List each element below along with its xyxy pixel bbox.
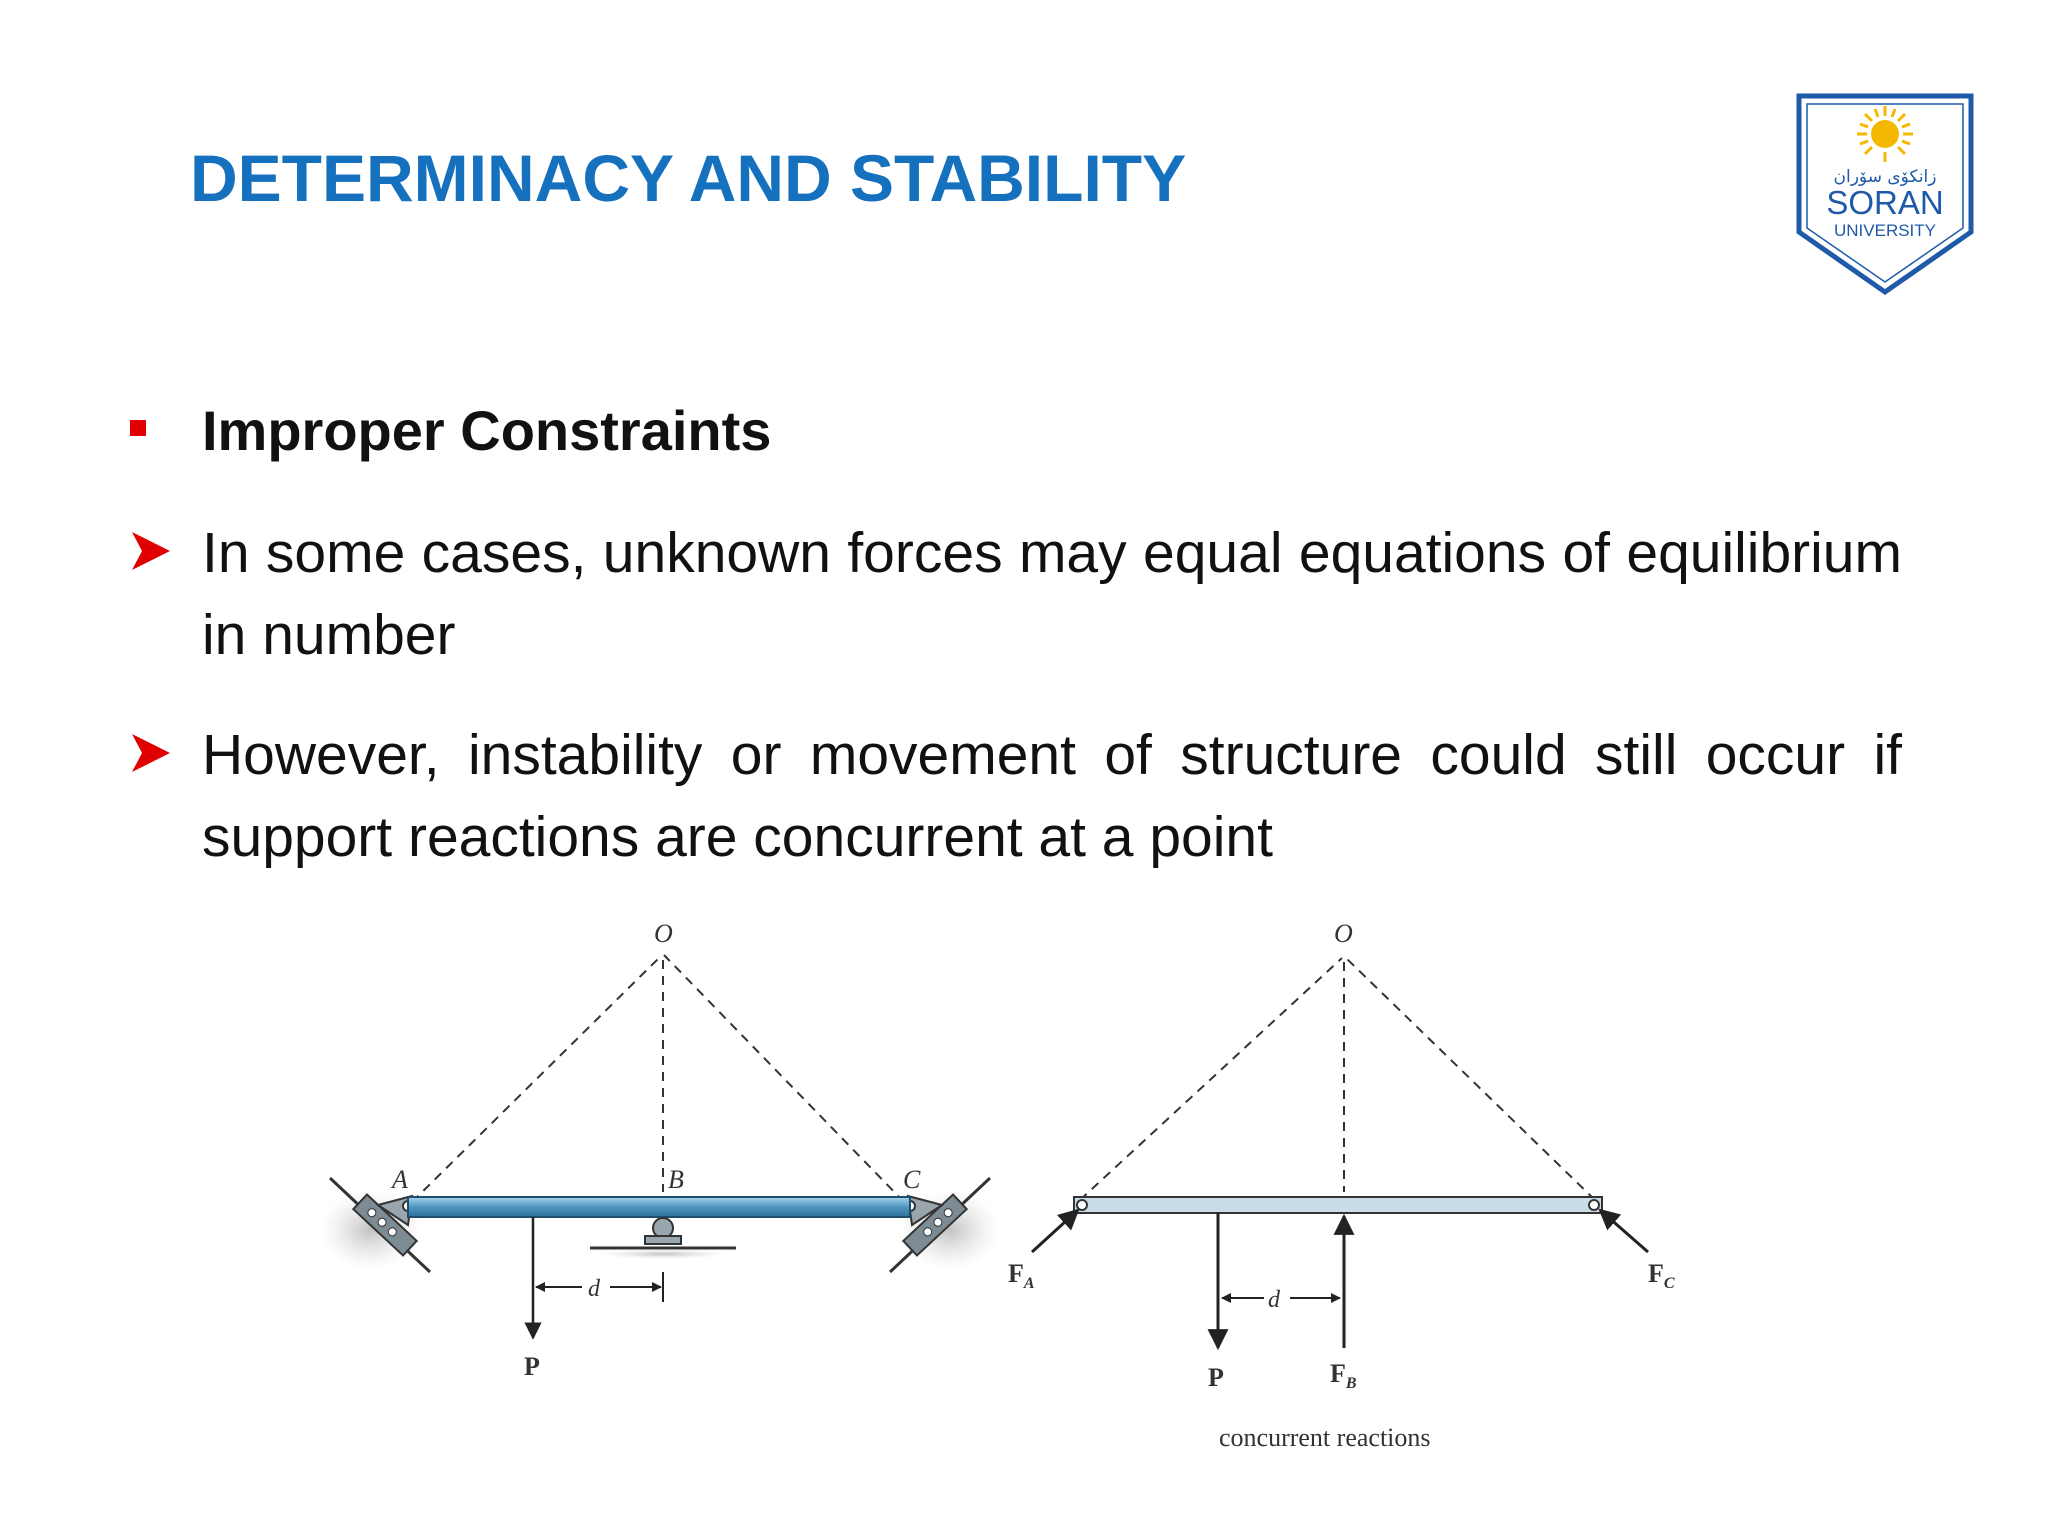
beam-free-body	[1074, 1197, 1602, 1213]
point-c-label: C	[903, 1165, 921, 1194]
dimension-d-label: d	[588, 1276, 600, 1302]
bullet-point-1: In some cases, unknown forces may equal equations of equilibrium in number	[202, 521, 1902, 667]
point-o-label: O	[654, 919, 673, 948]
reaction-fb-label: F	[1330, 1359, 1346, 1388]
arrow-bullet-icon	[128, 528, 174, 574]
reaction-fb-subscript: B	[1345, 1375, 1357, 1392]
section-heading: Improper Constraints	[202, 399, 772, 462]
logo-subtitle: UNIVERSITY	[1833, 221, 1937, 240]
load-p-label: P	[524, 1352, 540, 1381]
arrow-bullet-icon	[128, 730, 174, 776]
sun-icon	[1857, 106, 1913, 162]
load-p-label: P	[1208, 1363, 1224, 1392]
svg-text:FC	[1648, 1259, 1675, 1292]
reaction-fa-subscript: A	[1023, 1275, 1035, 1292]
figure-caption: concurrent reactions	[1219, 1423, 1431, 1452]
reaction-fc-subscript: C	[1663, 1275, 1675, 1292]
point-a-label: A	[392, 1165, 408, 1194]
square-bullet-icon	[130, 420, 146, 436]
reaction-fc-label: F	[1648, 1259, 1664, 1288]
point-o-label: O	[1334, 919, 1353, 948]
concurrent-reactions-figure	[300, 900, 1740, 1460]
logo-name: SORAN	[1826, 184, 1944, 221]
point-b-label: B	[668, 1165, 684, 1194]
svg-text:FA	[1008, 1259, 1035, 1292]
dimension-d-label: d	[1268, 1287, 1280, 1313]
logo-arabic-text: زانکۆی سۆران	[1833, 167, 1937, 187]
reaction-fa-label: F	[1008, 1259, 1024, 1288]
bullet-point-2: However, instability or movement of structure could still occur if support reactions are concurrent at a point	[202, 723, 1902, 869]
right-diagram	[1008, 919, 1675, 1452]
slide-title: DETERMINACY AND STABILITY	[190, 141, 1187, 215]
university-logo	[1795, 92, 1975, 298]
svg-text:FB	[1330, 1359, 1357, 1392]
left-diagram	[320, 919, 1000, 1381]
